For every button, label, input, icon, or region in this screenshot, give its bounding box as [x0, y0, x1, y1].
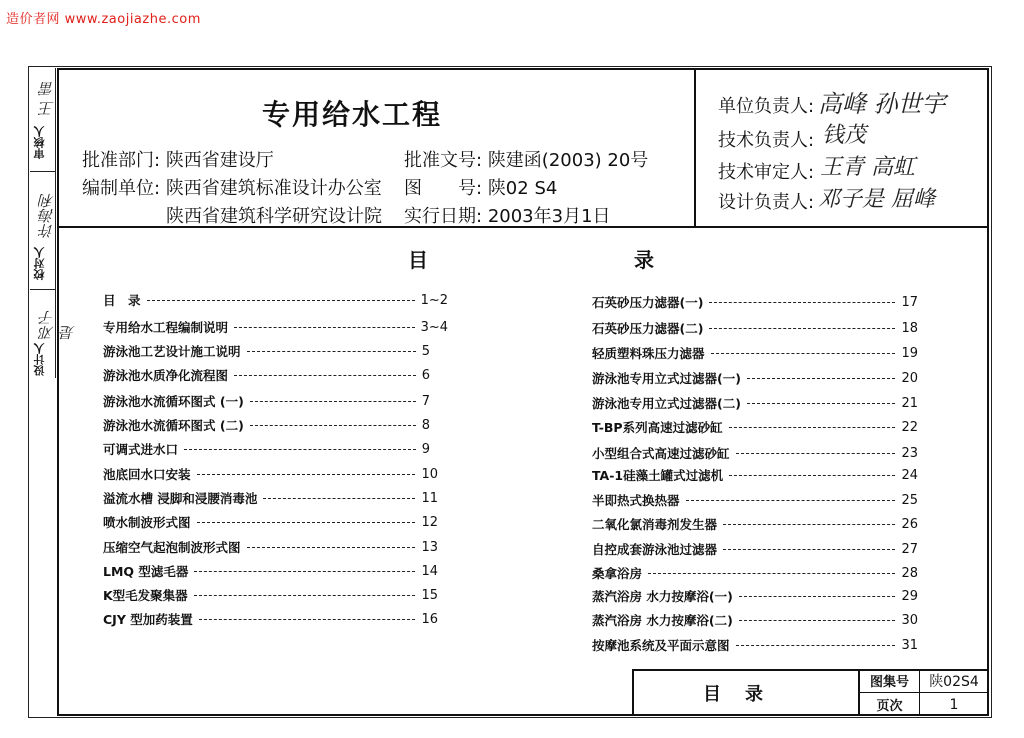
leader-line — [250, 425, 416, 426]
leader-line — [729, 475, 895, 476]
page-label: 页次 — [860, 693, 920, 716]
side-label: 审核人 — [33, 126, 46, 160]
leader-line — [234, 375, 416, 376]
toc-item-page: 19 — [901, 345, 918, 361]
atlas-no-value: 陕02S4 — [920, 669, 989, 693]
toc-item-page: 13 — [421, 539, 438, 555]
toc-item[interactable] — [103, 511, 438, 533]
leader-line — [263, 498, 415, 499]
leader-line — [736, 453, 896, 454]
toc-item-name: TA-1硅藻土罐式过滤机 — [592, 468, 724, 483]
toc-item[interactable] — [103, 289, 448, 311]
toc-item-page: 29 — [901, 588, 918, 604]
responsible-label: 单位负责人: — [718, 96, 815, 117]
leader-line — [250, 401, 416, 402]
drawing-no — [404, 174, 557, 200]
leader-line — [686, 500, 896, 501]
responsible-row — [718, 126, 814, 152]
side-cell-designer — [30, 290, 77, 378]
toc-item-page: 17 — [901, 294, 918, 310]
toc-item[interactable] — [103, 414, 430, 436]
approval-doc-label: 批准文号: — [404, 150, 483, 171]
toc-item-page: 5 — [421, 343, 430, 359]
toc-item-name: 游泳池水流循环图式 (一) — [103, 394, 244, 409]
toc-item[interactable] — [592, 342, 918, 364]
leader-line — [729, 427, 896, 428]
toc-item-page: 3~4 — [420, 319, 448, 335]
toc-item[interactable] — [592, 585, 918, 607]
leader-line — [194, 571, 415, 572]
toc-item-name: CJY 型加药装置 — [103, 612, 193, 627]
toc-item-name: 压缩空气起泡制波形式图 — [103, 540, 241, 555]
approval-dept-value: 陕西省建设厅 — [165, 150, 274, 171]
toc-item-name: 石英砂压力滤器(二) — [592, 321, 704, 336]
responsible-signature: 王青 高虹 — [820, 155, 915, 180]
side-label: 设计人 — [33, 343, 46, 377]
toc-item-page: 12 — [421, 514, 438, 530]
toc-item[interactable] — [103, 390, 430, 412]
leader-line — [247, 351, 416, 352]
approval-dept — [82, 146, 274, 172]
title-block-sheet-name: 目录 — [632, 669, 860, 716]
toc-item-name: T-BP系列高速过滤砂缸 — [592, 420, 723, 435]
toc-item[interactable] — [592, 317, 918, 339]
side-cell-reviewer — [30, 68, 56, 172]
toc-item-name: 专用给水工程编制说明 — [103, 320, 229, 335]
compiler-label: 编制单位: — [82, 178, 161, 199]
toc-item-name: 半即热式换热器 — [592, 493, 680, 508]
leader-line — [739, 596, 896, 597]
leader-line — [147, 300, 415, 301]
toc-item-name: 可调式进水口 — [103, 442, 179, 457]
compiler — [82, 174, 382, 200]
toc-title-left: 目 — [408, 248, 428, 272]
toc-item[interactable] — [592, 291, 918, 313]
side-signature-strip — [30, 68, 77, 378]
responsible-row — [718, 158, 814, 184]
toc-item[interactable] — [103, 560, 438, 582]
toc-item[interactable] — [592, 367, 918, 389]
toc-item-name: 二氧化氯消毒剂发生器 — [592, 517, 718, 532]
leader-line — [723, 524, 895, 525]
toc-item[interactable] — [103, 536, 438, 558]
toc-item-page: 27 — [901, 541, 918, 557]
toc-item[interactable] — [103, 584, 438, 606]
toc-item-name: 游泳池水质净化流程图 — [103, 368, 229, 383]
leader-line — [711, 353, 896, 354]
toc-item-page: 1~2 — [420, 292, 448, 308]
toc-item[interactable] — [103, 316, 448, 338]
leader-line — [747, 403, 896, 404]
toc-item-page: 28 — [901, 565, 918, 581]
approval-doc-value: 陕建函(2003) 20号 — [487, 150, 649, 171]
toc-item-name: LMQ 型滤毛器 — [103, 564, 189, 579]
toc-item-page: 22 — [901, 419, 918, 435]
leader-line — [723, 549, 895, 550]
toc-item-page: 25 — [901, 492, 918, 508]
leader-line — [194, 595, 416, 596]
page-no-value: 1 — [920, 693, 989, 716]
atlas-no-label: 图集号 — [860, 669, 920, 693]
approval-doc — [404, 146, 648, 172]
toc-item-page: 14 — [421, 563, 438, 579]
toc-item[interactable] — [592, 489, 918, 511]
responsible-label: 设计负责人: — [718, 192, 815, 213]
responsible-label: 技术审定人: — [718, 162, 815, 183]
toc-item[interactable] — [592, 416, 918, 438]
side-signature: 邓子 是 — [38, 310, 77, 340]
page-title: 专用给水工程 — [262, 98, 443, 131]
leader-line — [709, 302, 895, 303]
toc-item-page: 10 — [421, 466, 438, 482]
toc-title-right: 录 — [634, 248, 654, 272]
toc-item[interactable] — [103, 438, 430, 460]
toc-item-page: 23 — [901, 445, 918, 461]
toc-item-name: K型毛发聚集器 — [103, 588, 188, 603]
watermark-text: 造价者网 www.zaojiazhe.com — [6, 12, 201, 27]
toc-item-page: 9 — [421, 441, 430, 457]
responsible-row — [718, 188, 814, 214]
toc-item[interactable] — [592, 634, 918, 656]
drawing-no-label: 图 号: — [404, 178, 483, 199]
toc-item-name: 自控成套游泳池过滤器 — [592, 542, 718, 557]
toc-item-name: 蒸汽浴房 水力按摩浴(一) — [592, 589, 733, 604]
toc-item-page: 7 — [421, 393, 430, 409]
toc-item-page: 21 — [901, 395, 918, 411]
toc-item-name: 游泳池水流循环图式 (二) — [103, 418, 244, 433]
leader-line — [184, 449, 416, 450]
toc-item-page: 18 — [901, 320, 918, 336]
compiler-value-2: 陕西省建筑科学研究设计院 — [166, 206, 382, 227]
effective-date — [404, 202, 611, 228]
toc-item-page: 26 — [901, 516, 918, 532]
header-vertical-divider — [694, 68, 696, 226]
toc-item-page: 8 — [421, 417, 430, 433]
toc-item[interactable] — [592, 442, 918, 464]
responsible-signature: 邓子是 屈峰 — [818, 187, 935, 212]
side-signature: 王 雷 — [38, 81, 56, 116]
toc-item-name: 游泳池专用立式过滤器(二) — [592, 396, 741, 411]
toc-item-page: 15 — [421, 587, 438, 603]
toc-item-name: 按摩池系统及平面示意图 — [592, 638, 730, 653]
toc-item-page: 6 — [421, 367, 430, 383]
toc-item[interactable] — [103, 608, 438, 630]
leader-line — [199, 619, 416, 620]
toc-item-name: 溢流水槽 浸脚和浸腰消毒池 — [103, 491, 258, 506]
toc-item[interactable] — [103, 463, 438, 485]
toc-item[interactable] — [103, 340, 430, 362]
toc-item-name: 桑拿浴房 — [592, 566, 643, 581]
approval-dept-label: 批准部门: — [82, 150, 161, 171]
compiler-second-line — [166, 202, 382, 228]
responsible-label: 技术负责人: — [718, 130, 815, 151]
toc-item-page: 20 — [901, 370, 918, 386]
side-signature: 许海利 — [38, 193, 56, 238]
toc-item-name: 游泳池专用立式过滤器(一) — [592, 371, 741, 386]
leader-line — [709, 328, 895, 329]
side-label: 校对人 — [33, 247, 46, 281]
responsible-signature: 钱茂 — [822, 123, 867, 148]
leader-line — [197, 474, 416, 475]
toc-item-name: 石英砂压力滤器(一) — [592, 295, 704, 310]
toc-item-page: 11 — [421, 490, 438, 506]
leader-line — [234, 327, 415, 328]
toc-item[interactable] — [103, 364, 430, 386]
leader-line — [648, 573, 895, 574]
toc-item[interactable] — [592, 464, 918, 486]
toc-item-name: 池底回水口安装 — [103, 467, 191, 482]
responsible-signature: 高峰 孙世宇 — [818, 90, 946, 118]
leader-line — [197, 522, 416, 523]
toc-item-page: 16 — [421, 611, 438, 627]
toc-item-name: 目 录 — [103, 293, 141, 308]
toc-item-name: 小型组合式高速过滤砂缸 — [592, 446, 730, 461]
toc-item[interactable] — [592, 609, 918, 631]
toc-item[interactable] — [592, 562, 918, 584]
drawing-no-value: 陕02 S4 — [487, 178, 558, 199]
toc-item[interactable] — [592, 538, 918, 560]
toc-item-page: 30 — [901, 612, 918, 628]
toc-item[interactable] — [103, 487, 438, 509]
leader-line — [736, 645, 896, 646]
leader-line — [247, 547, 416, 548]
leader-line — [747, 378, 896, 379]
toc-item-page: 24 — [901, 467, 918, 483]
toc-item[interactable] — [592, 392, 918, 414]
effective-date-label: 实行日期: — [404, 206, 483, 227]
toc-item-name: 蒸汽浴房 水力按摩浴(二) — [592, 613, 733, 628]
toc-item[interactable] — [592, 513, 918, 535]
side-cell-checker — [30, 172, 56, 290]
compiler-value-1: 陕西省建筑标准设计办公室 — [165, 178, 382, 199]
toc-item-name: 轻质塑料珠压力滤器 — [592, 346, 705, 361]
toc-item-page: 31 — [901, 637, 918, 653]
toc-item-name: 喷水制波形式图 — [103, 515, 191, 530]
responsible-row — [718, 92, 814, 118]
leader-line — [739, 620, 896, 621]
effective-date-value: 2003年3月1日 — [487, 206, 611, 227]
toc-item-name: 游泳池工艺设计施工说明 — [103, 344, 241, 359]
